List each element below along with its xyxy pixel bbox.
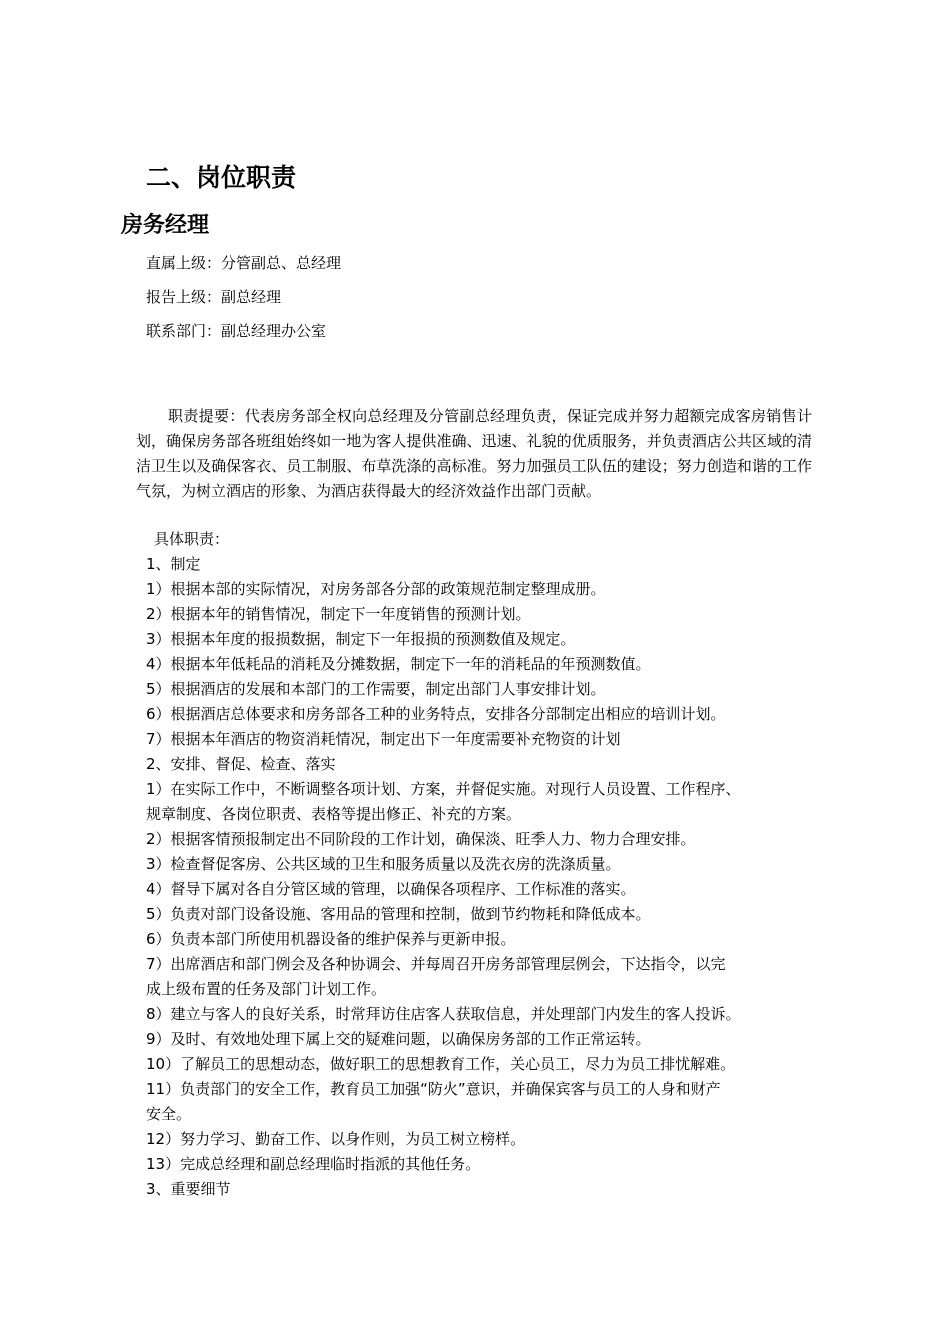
list-item: 10）了解员工的思想动态，做好职工的思想教育工作，关心员工，尽力为员工排忧解难。 — [146, 1055, 736, 1073]
duty-summary: 职责提要：代表房务部全权向总经理及分管副总经理负责，保证完成并努力超额完成客房销售计划，确保房务部各班组始终如一地为客人提供准确、迅速、礼貌的优质服务，并负责酒店公共区域的清洁卫生以及确保客衣、员工制服、布草洗涤的高标准。努力加强员工队伍的建设；努力创造和谐的工作气氛，为树立酒店的形象、为酒店获得最大的经济效益作出部门贡献。 — [136, 407, 812, 500]
list-item: 13）完成总经理和副总经理临时指派的其他任务。 — [146, 1155, 481, 1173]
list-item-continuation: 规章制度、各岗位职责、表格等提出修正、补充的方案。 — [146, 805, 522, 823]
list-item: 7）根据本年酒店的物资消耗情况，制定出下一年度需要补充物资的计划 — [146, 730, 621, 748]
direct-superior: 直属上级：分管副总、总经理 — [146, 254, 342, 272]
list-item: 5）根据酒店的发展和本部门的工作需要，制定出部门人事安排计划。 — [146, 680, 606, 698]
list-item: 9）及时、有效地处理下属上交的疑难问题，以确保房务部的工作正常运转。 — [146, 1030, 651, 1048]
list-item: 1）根据本部的实际情况，对房务部各分部的政策规范制定整理成册。 — [146, 580, 606, 598]
section-heading: 2、安排、督促、检查、落实 — [146, 755, 336, 773]
report-superior: 报告上级：副总经理 — [146, 288, 282, 306]
position-title: 房务经理 — [121, 213, 210, 238]
list-item: 1）在实际工作中，不断调整各项计划、方案，并督促实施。对现行人员设置、工作程序、 — [146, 780, 741, 798]
list-item: 11）负责部门的安全工作，教育员工加强“防火”意识，并确保宾客与员工的人身和财产 — [146, 1080, 721, 1098]
list-item: 5）负责对部门设备设施、客用品的管理和控制，做到节约物耗和降低成本。 — [146, 905, 651, 923]
list-item: 4）根据本年低耗品的消耗及分摊数据，制定下一年的消耗品的年预测数值。 — [146, 655, 651, 673]
duty-list-heading: 具体职责： — [154, 530, 230, 548]
list-item: 3）根据本年度的报损数据，制定下一年报损的预测数值及规定。 — [146, 630, 576, 648]
list-item: 2）根据本年的销售情况，制定下一年度销售的预测计划。 — [146, 605, 531, 623]
list-item: 6）根据酒店总体要求和房务部各工种的业务特点，安排各分部制定出相应的培训计划。 — [146, 705, 726, 723]
list-item: 12）努力学习、勤奋工作、以身作则，为员工树立榜样。 — [146, 1130, 526, 1148]
section-heading: 3、重要细节 — [146, 1180, 231, 1198]
list-item: 3）检查督促客房、公共区域的卫生和服务质量以及洗衣房的洗涤质量。 — [146, 855, 621, 873]
list-item: 7）出席酒店和部门例会及各种协调会、并每周召开房务部管理层例会，下达指令，以完 — [146, 955, 726, 973]
duty-list — [146, 527, 826, 1202]
section-heading: 1、制定 — [146, 555, 201, 573]
list-item: 4）督导下属对各自分管区域的管理，以确保各项程序、工作标准的落实。 — [146, 880, 636, 898]
list-item: 2）根据客情预报制定出不同阶段的工作计划，确保淡、旺季人力、物力合理安排。 — [146, 830, 696, 848]
list-item-continuation: 安全。 — [146, 1105, 192, 1123]
list-item-continuation: 成上级布置的任务及部门计划工作。 — [146, 980, 387, 998]
list-item: 8）建立与客人的良好关系，时常拜访住店客人获取信息，并处理部门内发生的客人投诉。 — [146, 1005, 741, 1023]
section-title: 二、岗位职责 — [146, 163, 297, 192]
list-item: 6）负责本部门所使用机器设备的维护保养与更新申报。 — [146, 930, 516, 948]
contact-department: 联系部门：副总经理办公室 — [146, 322, 327, 340]
